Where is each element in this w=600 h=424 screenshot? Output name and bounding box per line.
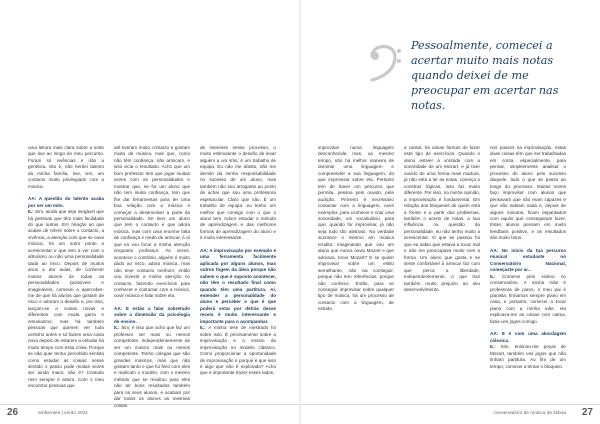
speaker-initials: IL: [490,273,496,279]
article-column-3 [200,145,276,381]
interview-question: AA: A questão do talento acaba por ser um mito. [28,196,104,208]
paragraph: até tiveram muito contacto e gostam muito de música, mas que, como não têm confiança, não arriscam, e isso vicia o resultado. Acho que um bom professor tem que jogar muitas vezes com as personalidades e mostrar que, se for um aluno que não tem muita confiança, tem que lhe dar ferramentas para ter uma boa relação com a música e começar a desenvolver a parte da personalidade. Se tiver um aluno que tem o contacto e que adora música, mas com uma enorme falta de confiança e medo de arriscar, é aí que eu vou focar a minha atenção enquanto professor. Às vezes, acontece o contrário, alguém é muito dado ao risco, adora música, mas não teve contacto nenhum; então vou investir a minha atenção no contacto, fazendo exercícios para conhecer e contactar com a música, ouvir música e falar sobre ela. [114,145,190,299]
interview-answer [490,274,566,326]
pull-quote: Pessoalmente, comecei a acertar muito mais notas quando deixei de me preocupar em acertar nas notas. [411,39,559,112]
interview-question: AA: E é com uma abordagem clássica. [490,331,566,343]
article-column-1 [28,145,104,394]
right-footer [300,404,600,424]
interview-answer [28,209,104,390]
answer-text: A minha tese de mestrado foi sobre isso. É precisamente sobre a improvisação e o ensino da improvisação no modelo clássico. Como proporcionar a oportunidade de improvisação e porque é que isso é algo que não é explorado? Acho que é importante trazer esses lados. [200,325,276,376]
article-column-4 [318,145,394,317]
paragraph: de interesse nesse processo, o muito estimulante o desafio de levar alguém a um sítio, é um trabalho de equipa. Eu não me afasto, não me demito da minha responsabilidade no sucesso de um aluno, mas também não sou arrogante ao ponto de achar que sou uma professora espetacular. Claro que não. É um trabalho de equipa: eu tenho um melhor que consigo com o que o aluno tem. Adoro estudar o método de aprendizagem e das melhores formas de aprendizagem do aluno e é muito interessante. [200,145,276,241]
article-column-2 [114,145,190,408]
page-number-left: 26 [7,407,19,418]
footer-publication-right: conservatório de música de lisboa [493,411,566,416]
paragraph: improvisar numa linguagem desconhecida mas, ao mesmo tempo, não há melhor maneira de dominar uma linguagem e compreender a sua linguagem, do que improvisar sobre ela. Portanto tem de haver um percurso que permita, pessoa pelo ouvido, pela audição. Primeiro é necessário contactar com a linguagem, ouvir exemplos, para conhecer e criar uma sonoridade, um vocabulário, para que, quando for improvisar, já não seja tudo tão abstrato. Na verdade acontece o mesmo em música erudita: imaginando que vou um aluno que nunca ouviu Mozart e que adorava, tocar Mozart? E se quiser improvisar sobre um estilo semelhante, não vai conseguir, porque não tem referências, porque não conhece. Então, para se conseguir improvisar sobre qualquer tipo de música, há um processo de contacto com a linguagem, de estudo. [318,145,394,312]
article-column-6 [490,145,566,374]
answer-text: Sim, é isso que acho que faz um professor ser mais ou menos competente, independentemente de ser um músico mais ou menos competente. Tenho colegas que são grandes músicos, mas que não gostam tanto e que foi feito com eles e replicam o modelo, com o mesmo método que se resultou para eles não ter bons resultados também para os seus alunos, e acabam por dar todos os alunos as mesmas coisas. [114,325,190,408]
paragraph: uma leitura mais clara sobre a sorte que tive ao longo do meu percurso. Foram só vivências e não a genética, isto é, não herdei talento da minha família, tive, sim, um contacto muito privilegiado com a música. [28,145,104,189]
interview-answer [490,344,566,370]
interview-answer [200,325,276,377]
bass-clef-icon [368,38,402,82]
interview-question: AA: A improvisação por exemplo é uma ferramenta facilmente aplicada por alguns alunos, mas outros fogem da ideia porque não sabem o que é suposto acontecer, não têm o resultado final como quando têm uma partitura. Aí, entender a personalidade do aluno e perceber o que é que poderá estar por detrás desse receio é muito interessante e importante para o acompanhar. [200,247,276,324]
paragraph: a cantar, há várias formas de fazer este tipo de exercícios. Quando o aluno estiver à vontade com a sonoridade de um Mozart, e já tiver ouvido de uma forma mais madura, já não está a ler as notas, começa a construir lógicas, isso faz muito diferente. Por isso, na minha opinião, a improvisação é fundamental. Em relação aos bloqueios de quem está à frente e a partir dos problemas, também o acerto de notas, a sua influência na questão da personalidade, eu não tenho muito a acrescentar. O que se passou foi que eu sabia que estava a tocar mal e não me preocupava muito com a forma. Um aluno que gosta e se sente confortável à arriscar faz com que perca a liberdade, independentemente, o que traz também muito prejuízo ao seu desenvolvimento. [404,145,480,292]
paragraph: nos passos na improvisação, estas duas coisas têm que ser trabalhadas em conta, especialmente, para pensar, simplesmente analisar o processo do aluno pelo sucesso daquele, tudo o que se passa ao longo do processo. Muitas vezes faço improvisar com alunos que pensavam que não eram capazes e que não sabiam nada e, depois de alguns minutos, ficam espantados com aquilo que conseguiram fazer. Estes alunos pensam em muito feedback positivo, e os resultados são muito bons. [490,145,566,241]
article-column-5 [404,145,480,297]
interview-question: AA: No início da tua percurso musical estudaste no Conservatório Nacional, começaste por aí... [490,247,566,273]
page-gutter [299,0,301,424]
speaker-initials: IL: [28,209,34,215]
answer-text: Sim, ensinou-me peças de Mozart, também uns jogos que não tinham partitura. Ao fim de um tempo, comecei a tentar o bloqueio. [490,344,566,369]
answer-text: Sim, ainda que seja inegável que há pessoas que têm mais facilidade do que outras. Em relação ao que acabei de referir sobre o contacto, a vivência, a atenção com que se ouve música, há um outro ponto a acrescentar e que tem a ver com o altruísmo ou não uma personalidade dada ao risco. Depois de muitos anos a dar aulas, de conhecer muitos alunos de todas as personalidades (possíveis e imagináveis, comecei a aperceber-me de que há alunos que gostam de risco e adoram o desafio e, por isso, lançam-se a coisas novas e diferentes com muita garra e entusiasmo; mas há também pessoas que querem ver tudo certinho antes e só fazem uma coisa nova depois de estarem a estudar há muito tempo com essa coisa. Porque se não quer tenha percebido sentido como estudar as coisas: nesse sentido o passo pode muitas vezes ser ainda maior, não é? Contudo nem sempre é assim. Com o meu encontrar pessoas que [28,209,104,389]
interview-question: AA: E estás a falar sobretudo sobre a dimensão da psicologia de ensino. [114,305,190,324]
footer-rule [300,404,600,405]
speaker-initials: IL: [490,344,496,350]
footer-publication-left: ambientes | verão 2021 [38,411,89,416]
speaker-initials: IL: [114,325,120,331]
interview-answer [114,325,190,409]
page-number-right: 27 [581,407,593,418]
speaker-initials: IL: [200,325,206,331]
answer-text: Comecei pelo violino no conservatório. A minha mãe é professora de piano, o meu pai é pianista, tínhamos sempre piano em casa, e portanto, comecei a tocar piano com a minha mãe, ela explicava-me as coisas com calma, fazia uns jogos comigo. [490,273,566,324]
